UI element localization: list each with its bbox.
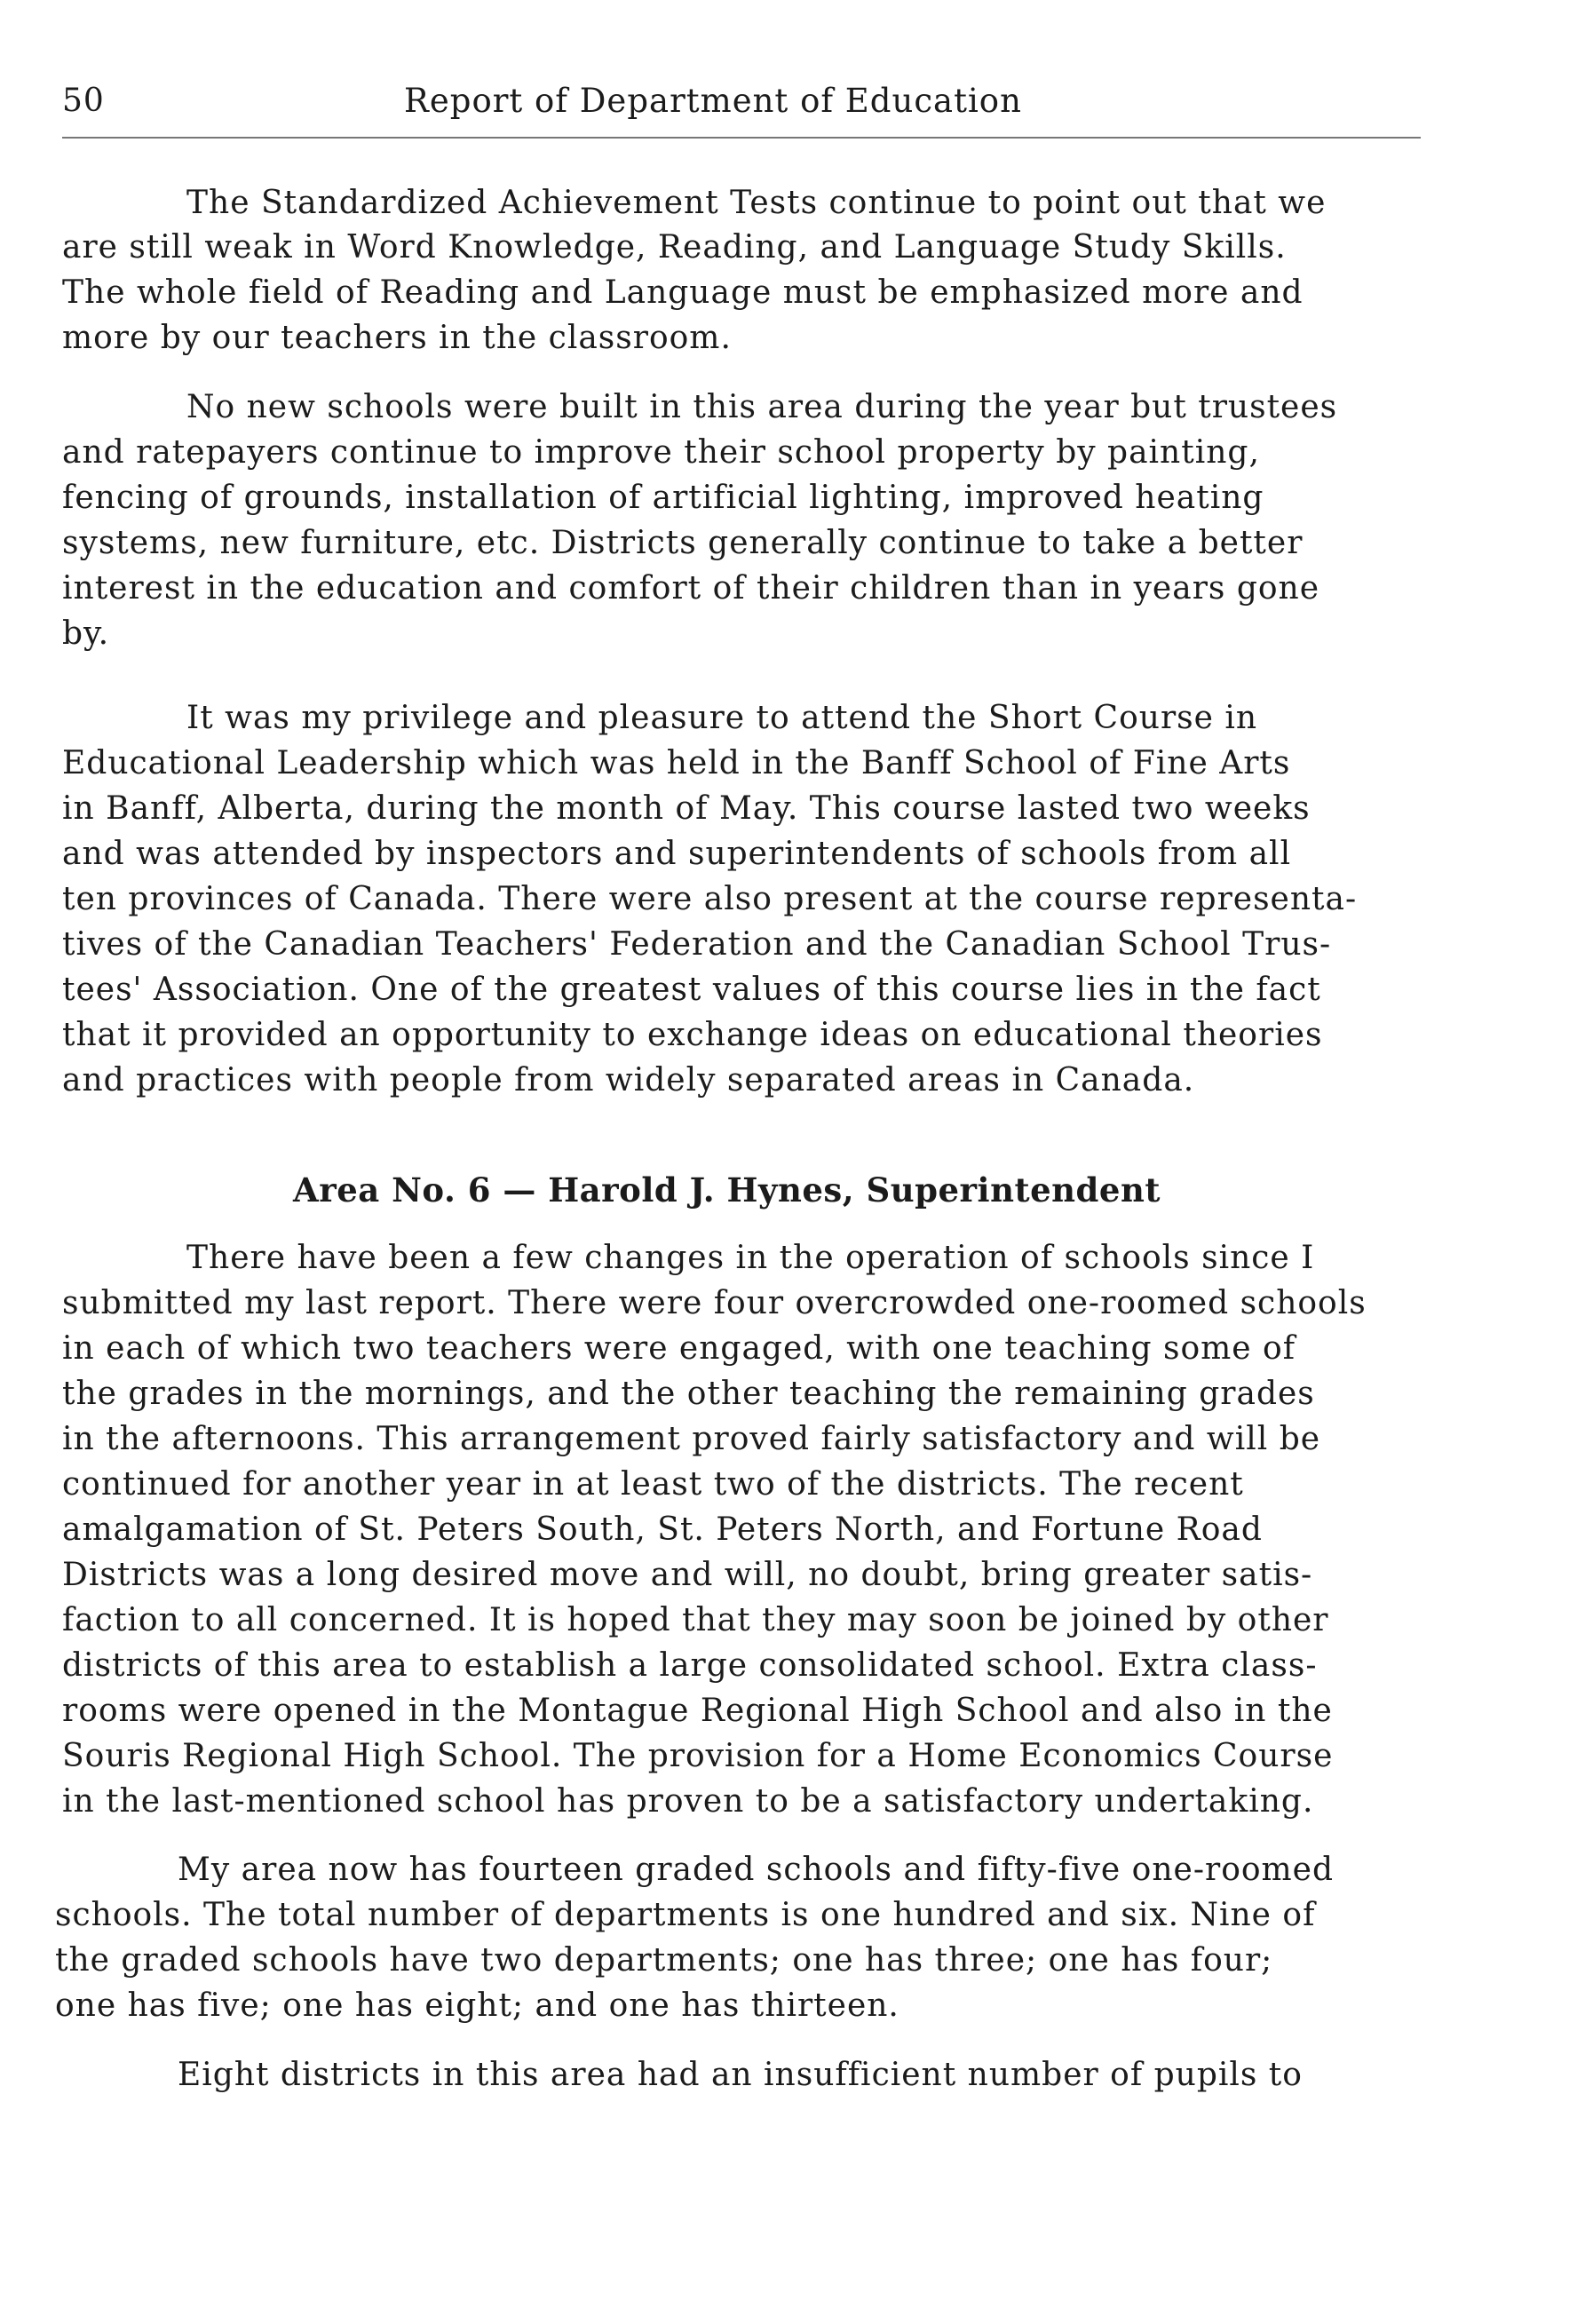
paragraph-4-line-5: in the afternoons. This arrangement proved fairly satisfactory and will be [62,1421,1321,1457]
paragraph-3-line-4: and was attended by inspectors and superintendents of schools from all [62,836,1292,872]
paragraph-2-line-4: systems, new furniture, etc. Districts generally continue to take a better [62,525,1304,561]
paragraph-5-line-1: My area now has fourteen graded schools and fifty-five one-roomed [178,1852,1335,1888]
paragraph-3-line-6: tives of the Canadian Teachers' Federation and the Canadian School Trus- [62,926,1332,963]
paragraph-4-line-9: faction to all concerned. It is hoped that they may soon be joined by other [62,1602,1329,1638]
paragraph-4-line-10: districts of this area to establish a large consolidated school. Extra class- [62,1647,1318,1684]
paragraph-3-line-7: tees' Association. One of the greatest values of this course lies in the fact [62,972,1321,1008]
paragraph-2-line-6: by. [62,615,110,652]
paragraph-4-line-11: rooms were opened in the Montague Regional High School and also in the [62,1693,1333,1729]
paragraph-3-line-5: ten provinces of Canada. There were also present at the course representa- [62,881,1358,917]
paragraph-4-line-4: the grades in the mornings, and the other teaching the remaining grades [62,1376,1315,1412]
paragraph-1-line-2: are still weak in Word Knowledge, Reading, and Language Study Skills. [62,229,1287,266]
paragraph-1-line-3: The whole field of Reading and Language must be emphasized more and [62,274,1304,311]
paragraph-1-line-4: more by our teachers in the classroom. [62,320,732,356]
paragraph-3-line-2: Educational Leadership which was held in the Banff School of Fine Arts [62,745,1291,781]
paragraph-5-line-2: schools. The total number of departments is one hundred and six. Nine of [55,1897,1316,1933]
paragraph-3-line-9: and practices with people from widely separated areas in Canada. [62,1062,1195,1099]
paragraph-2-line-2: and ratepayers continue to improve their school property by painting, [62,434,1260,471]
paragraph-5-line-4: one has five; one has eight; and one has thirteen. [55,1987,899,2024]
paragraph-4-line-13: in the last-mentioned school has proven to be a satisfactory undertaking. [62,1783,1314,1820]
paragraph-4-line-3: in each of which two teachers were engaged, with one teaching some of [62,1330,1296,1367]
paragraph-3-line-3: in Banff, Alberta, during the month of May. This course lasted two weeks [62,790,1311,827]
paragraph-5-line-3: the graded schools have two departments; one has three; one has four; [55,1942,1273,1979]
paragraph-4-line-1: There have been a few changes in the operation of schools since I [186,1240,1315,1276]
paragraph-3-line-8: that it provided an opportunity to exchange ideas on educational theories [62,1017,1323,1053]
paragraph-2-line-1: No new schools were built in this area during the year but trustees [186,389,1338,425]
paragraph-2-line-5: interest in the education and comfort of their children than in years gone [62,570,1320,607]
paragraph-4-line-6: continued for another year in at least two of the districts. The recent [62,1466,1244,1503]
page-number: 50 [62,83,105,119]
running-title: Report of Department of Education [404,82,1022,120]
paragraph-6-line-1: Eight districts in this area had an insufficient number of pupils to [178,2057,1303,2093]
paragraph-4-line-8: Districts was a long desired move and will, no doubt, bring greater satis- [62,1557,1313,1593]
paragraph-2-line-3: fencing of grounds, installation of artificial lighting, improved heating [62,480,1264,516]
section-heading: Area No. 6 — Harold J. Hynes, Superintendent [293,1170,1161,1210]
paragraph-4-line-12: Souris Regional High School. The provision for a Home Economics Course [62,1738,1334,1774]
paragraph-3-line-1: It was my privilege and pleasure to attend the Short Course in [186,700,1258,736]
paragraph-1-line-1: The Standardized Achievement Tests continue to point out that we [186,185,1327,221]
paragraph-4-line-2: submitted my last report. There were four overcrowded one-roomed schools [62,1285,1367,1321]
paragraph-4-line-7: amalgamation of St. Peters South, St. Peters North, and Fortune Road [62,1511,1263,1548]
